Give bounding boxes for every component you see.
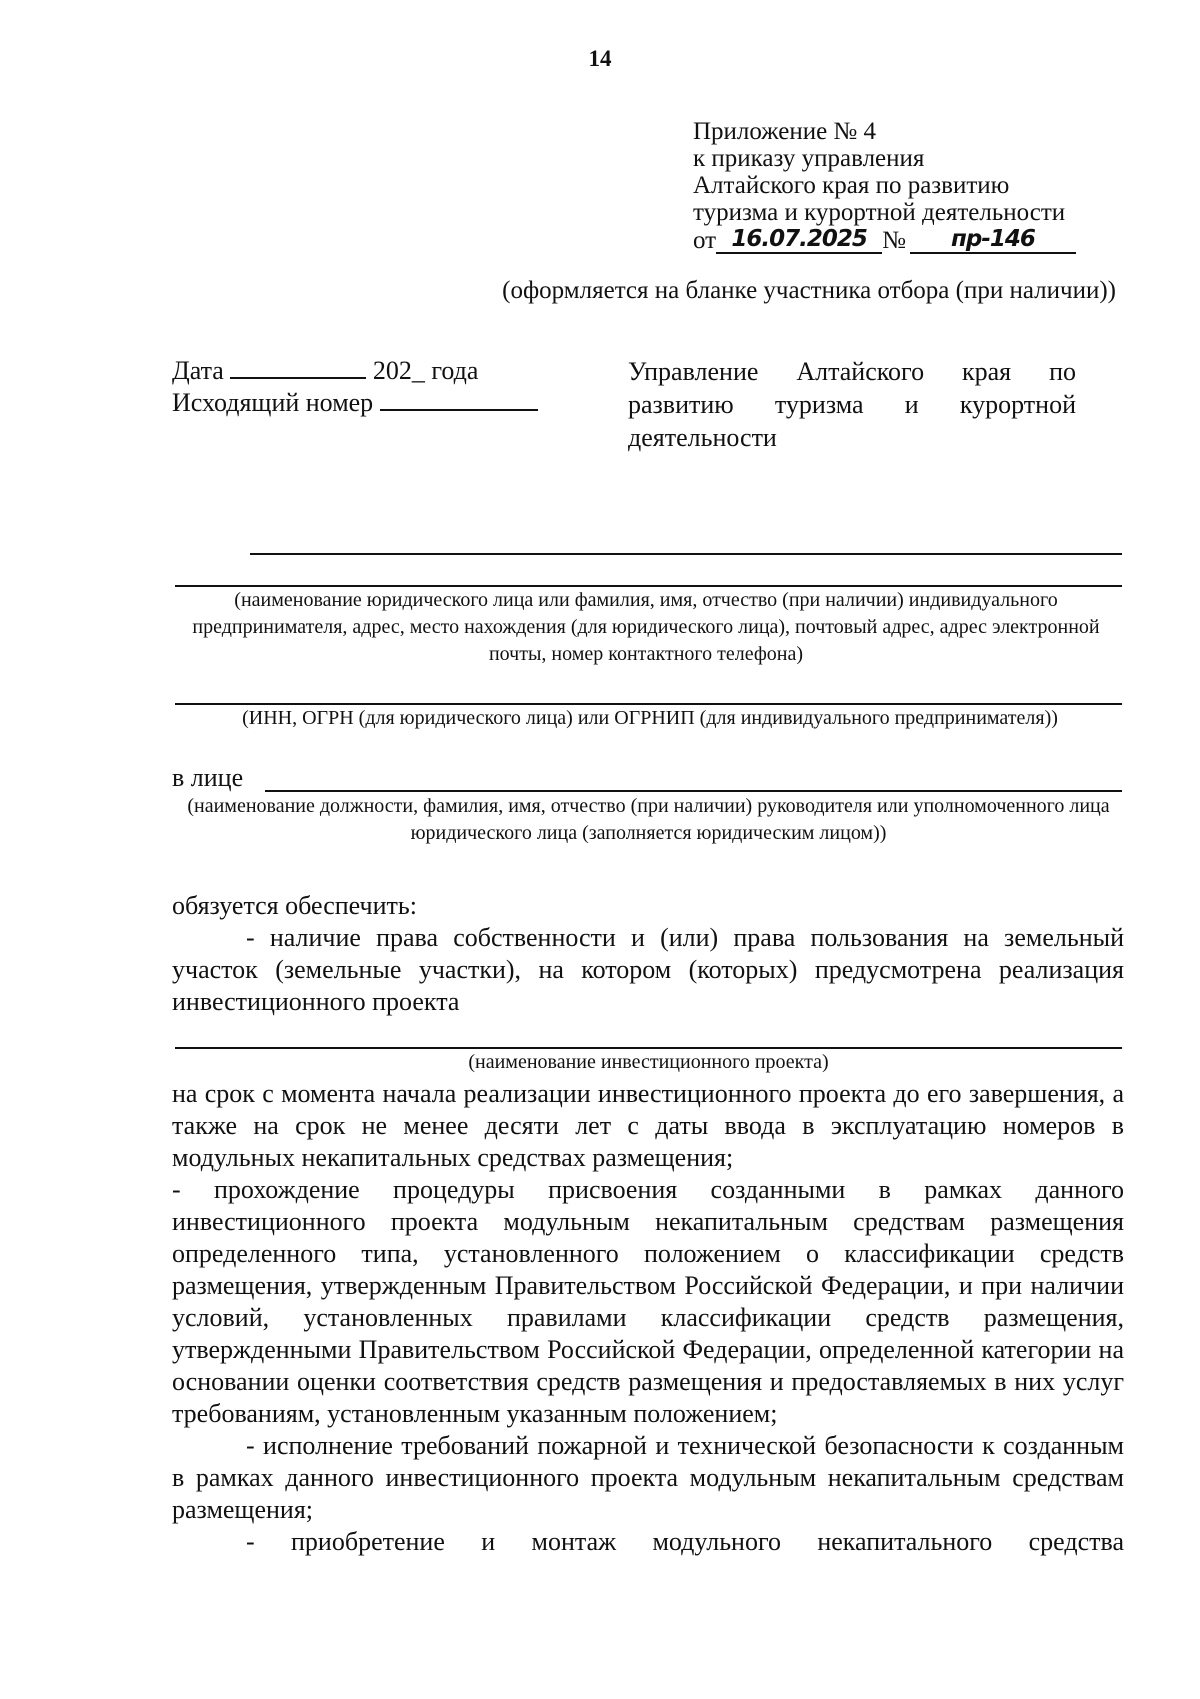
outgoing-number-line: [172, 387, 538, 418]
in-person-label: в лице: [172, 763, 244, 792]
outgoing-label: Исходящий номер: [172, 388, 374, 417]
page-number: 14: [588, 46, 612, 71]
appendix-header: [693, 118, 1076, 254]
date-line: [172, 355, 478, 386]
appendix-line-department: Алтайского края по развитию: [693, 172, 1010, 199]
date-blank[interactable]: [230, 355, 366, 379]
inn-caption: (ИНН, ОГРН (для юридического лица) или ОГРНИП (для индивидуального предпринимателя)): [242, 707, 1058, 729]
project-caption: (наименование инвестиционного проекта): [468, 1051, 829, 1073]
number-sign: №: [882, 227, 906, 254]
entity-name-line-1[interactable]: [250, 553, 1122, 555]
item-safety: - исполнение требований пожарной и технической безопасности к созданным в рамках данного инвестиционного проекта модульным некапитальным средствам размещения;: [172, 1431, 1124, 1524]
handwritten-date: 16.07.2025: [716, 226, 882, 254]
obligation-block: [172, 890, 1124, 1018]
obligation-items: [172, 1078, 1124, 1558]
appendix-date-number-row: [693, 226, 1076, 254]
date-prefix: от: [693, 227, 717, 254]
recipient-block: [628, 355, 1076, 454]
appendix-line-order: к приказу управления: [693, 145, 925, 172]
handwritten-number: пр-146: [910, 226, 1076, 254]
item-land-right: - наличие права собственности и (или) права пользования на земельный участок (земельные участки), на котором (которых) предусмотрена реализация инвестиционного проекта: [172, 923, 1124, 1016]
recipient-line: развитию туризма и курортной: [628, 390, 1076, 419]
obligation-intro: обязуется обеспечить:: [172, 891, 417, 920]
recipient-line: деятельности: [628, 423, 777, 452]
item-classification: - прохождение процедуры присвоения созданными в рамках данного инвестиционного проекта модульным некапитальным средствам размещения определенного типа, установленного положением о классификации средств размещения, утвержденным Правительством Российской Федерации, и при наличии условий, установленных правилами классификации средств размещения, утвержденными Правительством Российской Федерации, определенной категории на основании оценки соответствия средств размещения и предоставляемых в них услуг требованиям, установленным указанным положением;: [172, 1175, 1124, 1428]
appendix-title: Приложение № 4: [693, 118, 877, 145]
outgoing-number-blank[interactable]: [380, 387, 538, 411]
appendix-line-activity: туризма и курортной деятельности: [693, 199, 1066, 226]
item-purchase: - приобретение и монтаж модульного некапитального средства: [246, 1527, 1124, 1556]
letterhead-note: (оформляется на бланке участника отбора (при наличии)): [502, 277, 1116, 304]
representative-line[interactable]: [265, 790, 1122, 792]
recipient-line: Управление Алтайского края по: [628, 357, 1076, 386]
entity-caption: (наименование юридического лица или фамилия, имя, отчество (при наличии) индивидуального предпринимателя, адрес, место нахождения (для юридического лица), почтовый адрес, адрес электронной почты, номер контактного телефона): [192, 589, 1100, 665]
date-label: Дата: [172, 356, 224, 385]
item-term: на срок с момента начала реализации инвестиционного проекта до его завершения, а также на срок не менее десяти лет с даты ввода в эксплуатацию номеров в модульных некапитальных средствах размещения;: [172, 1079, 1124, 1172]
representative-caption: (наименование должности, фамилия, имя, отчество (при наличии) руководителя или уполномоченного лица юридического лица (заполняется юридическим лицом)): [187, 795, 1110, 844]
date-year: 202_ года: [372, 356, 479, 385]
